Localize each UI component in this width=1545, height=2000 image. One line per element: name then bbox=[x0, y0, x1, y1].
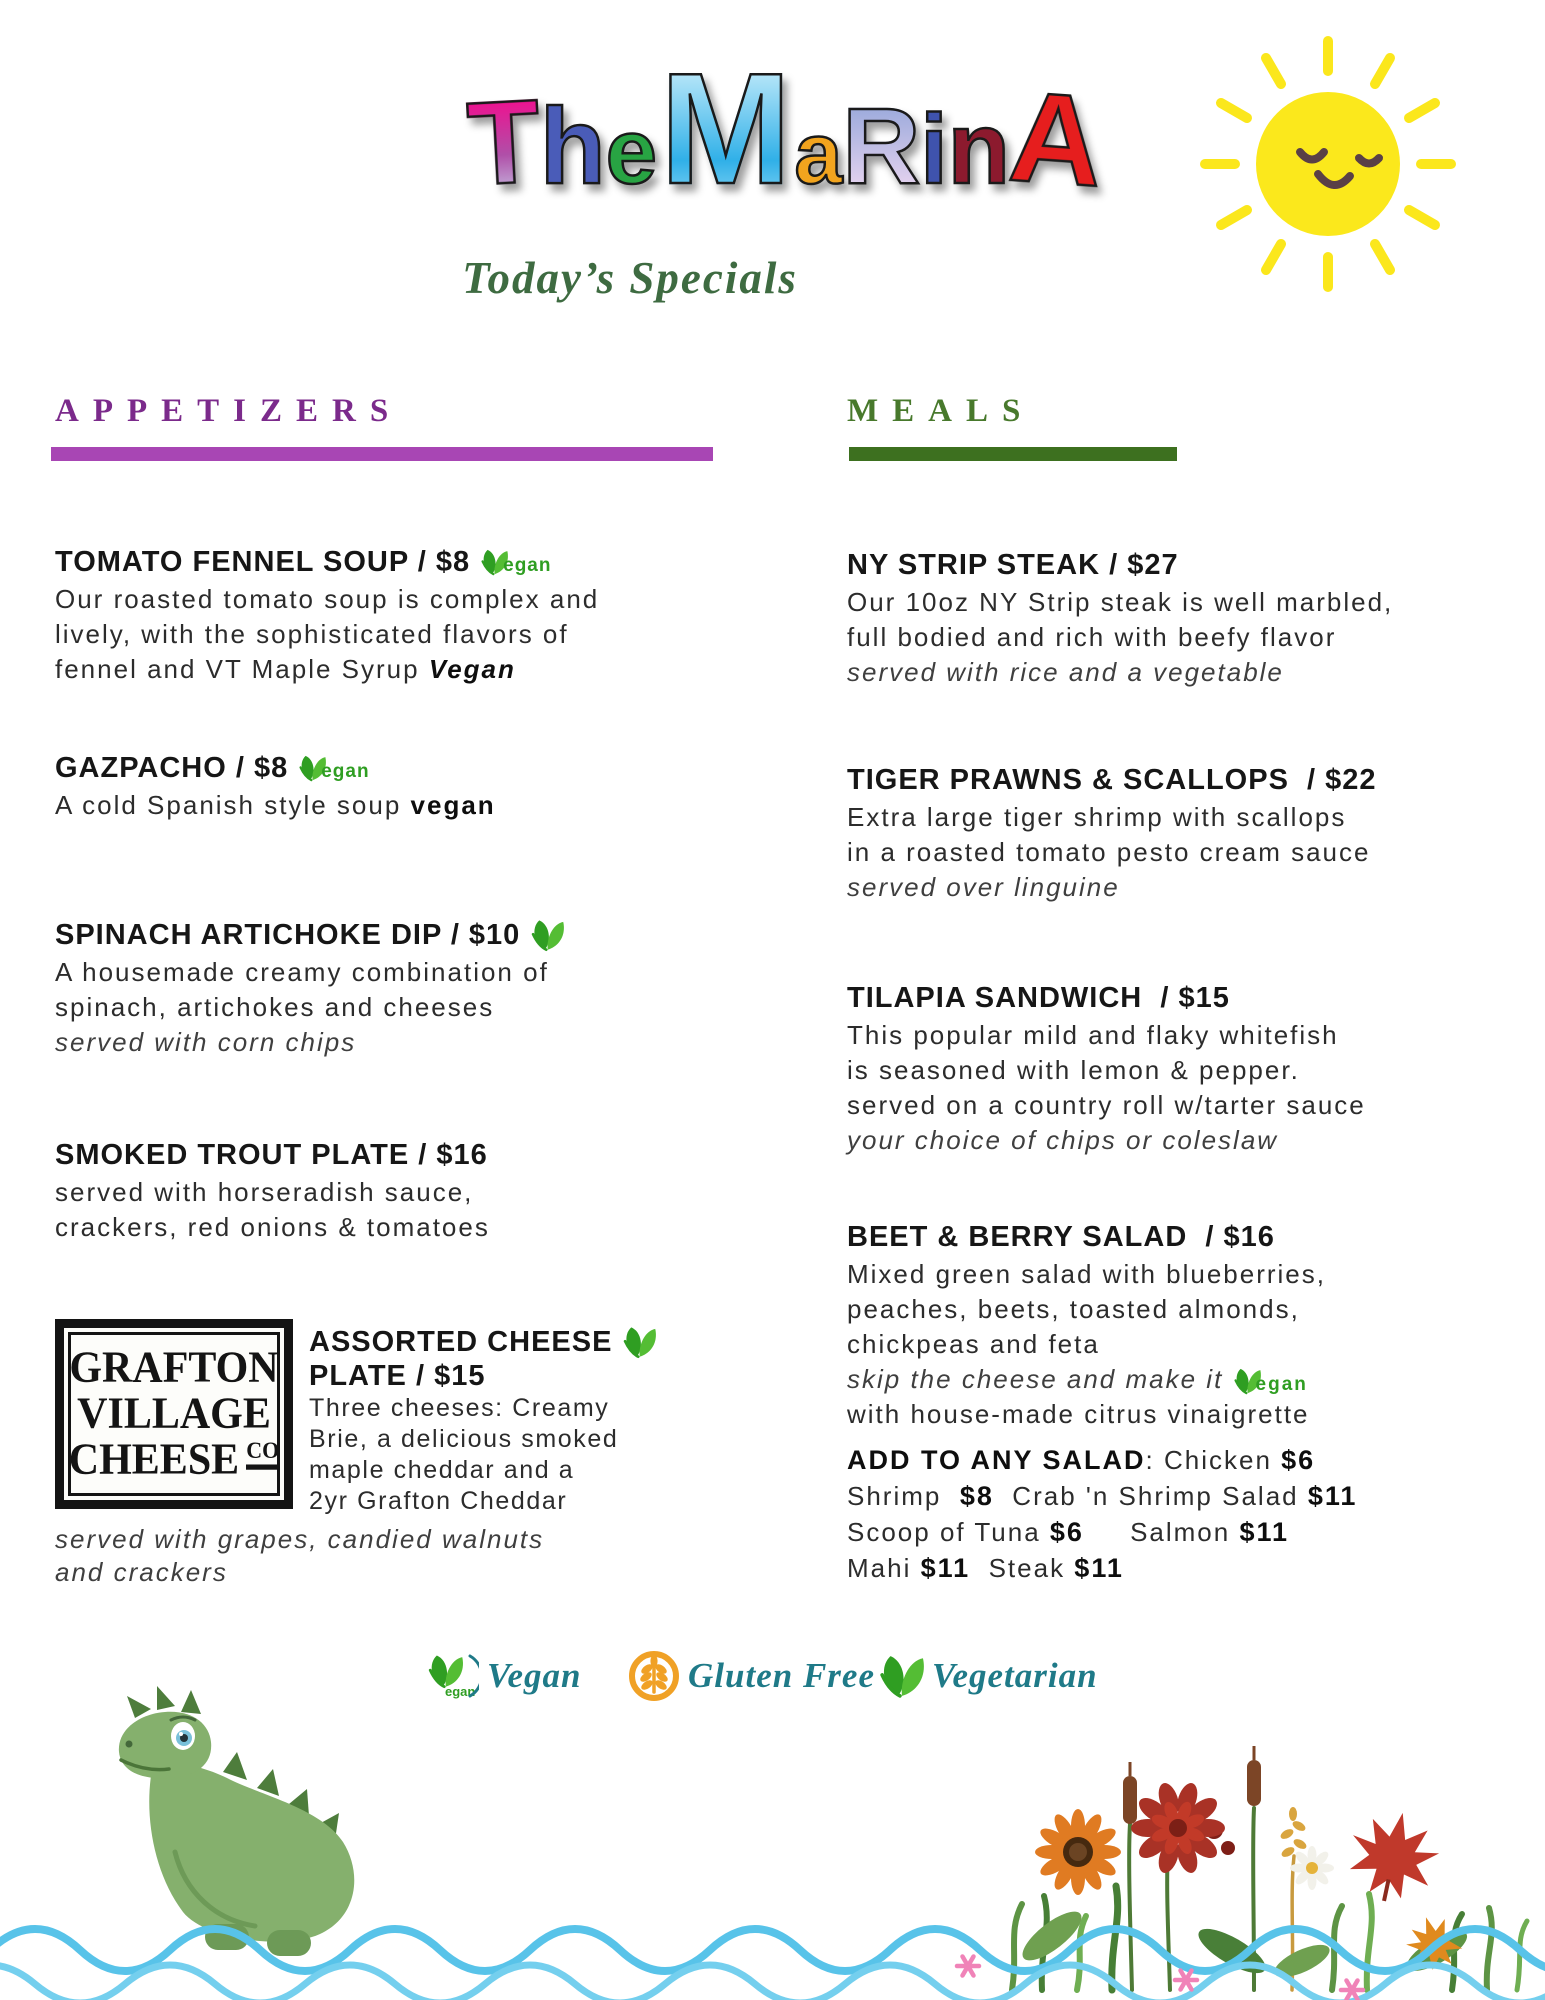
menu-item-desc-line bbox=[847, 655, 1487, 690]
text-segment: Crab 'n Shrimp Salad bbox=[993, 1481, 1308, 1511]
vegan-icon-text: egan bbox=[1255, 1374, 1308, 1396]
legend-label: Vegan bbox=[487, 1656, 582, 1695]
text-segment: $11 bbox=[920, 1553, 971, 1583]
menu-item-desc-line bbox=[847, 620, 1487, 655]
menu-item-desc-line bbox=[847, 585, 1487, 620]
legend-label: Gluten Free bbox=[688, 1656, 875, 1695]
text-segment: Salmon bbox=[1083, 1517, 1240, 1547]
menu-item-name bbox=[309, 1359, 747, 1393]
meals-items bbox=[847, 545, 1487, 1586]
text-segment: Shrimp bbox=[847, 1481, 960, 1511]
text-segment: full bodied and rich with beefy flavor bbox=[847, 622, 1337, 652]
menu-item bbox=[55, 748, 747, 823]
menu-item-desc-line bbox=[309, 1455, 747, 1486]
grafton-logo-text: VILLAGE bbox=[77, 1389, 271, 1439]
menu-item-desc-line bbox=[847, 1478, 1487, 1514]
menu-item-desc-line bbox=[55, 990, 747, 1025]
text-segment: your choice of chips or coleslaw bbox=[847, 1125, 1279, 1155]
text-segment: crackers, red onions & tomatoes bbox=[55, 1212, 490, 1242]
text-segment: served with horseradish sauce, bbox=[55, 1177, 474, 1207]
vegan-badge-icon bbox=[425, 1651, 479, 1701]
vegetarian-badge-icon bbox=[878, 1653, 924, 1699]
menu-item bbox=[847, 1442, 1487, 1586]
meals-title: MEALS bbox=[847, 393, 1035, 429]
text-segment: Scoop of Tuna bbox=[847, 1517, 1050, 1547]
menu-item-name bbox=[847, 760, 1487, 800]
text-segment: is seasoned with lemon & pepper. bbox=[847, 1055, 1300, 1085]
vegetarian-icon bbox=[530, 918, 564, 952]
text-segment: served over linguine bbox=[847, 872, 1120, 902]
text-segment: peaches, beets, toasted almonds, bbox=[847, 1294, 1300, 1324]
menu-item-desc-line bbox=[847, 1362, 1487, 1397]
text-segment: with house-made citrus vinaigrette bbox=[847, 1399, 1310, 1429]
logo-letter: n bbox=[947, 91, 1010, 205]
menu-item-desc-line bbox=[847, 1088, 1487, 1123]
menu-item-desc-line bbox=[847, 1257, 1487, 1292]
grafton-village-cheese-logo bbox=[55, 1319, 293, 1509]
text-segment: : Chicken bbox=[1145, 1445, 1282, 1475]
text-segment: ADD TO ANY SALAD bbox=[847, 1445, 1146, 1475]
maple-leaf-red bbox=[1341, 1804, 1446, 1910]
menu-item-name bbox=[847, 545, 1487, 585]
menu-item-name-text: TIGER PRAWNS & SCALLOPS / $22 bbox=[847, 764, 1377, 796]
menu-item-name-text: ASSORTED CHEESE bbox=[309, 1326, 613, 1358]
grafton-logo-text: CO bbox=[246, 1439, 279, 1469]
text-segment: vegan bbox=[410, 790, 496, 820]
gluten-free-badge-icon bbox=[628, 1650, 680, 1702]
menu-item-name bbox=[55, 1135, 747, 1175]
menu-item-desc-line bbox=[55, 652, 747, 687]
menu-item-desc-line bbox=[55, 1175, 747, 1210]
menu-item-desc-line bbox=[55, 1523, 747, 1556]
vegetarian-icon bbox=[622, 1325, 656, 1359]
text-segment: served on a country roll w/tarter sauce bbox=[847, 1090, 1366, 1120]
menu-item-desc-line bbox=[847, 1123, 1487, 1158]
menu-item-name-text: NY STRIP STEAK / $27 bbox=[847, 549, 1179, 581]
vegan-icon-text: egan bbox=[321, 761, 370, 782]
menu-item bbox=[55, 542, 747, 687]
text-segment: served with corn chips bbox=[55, 1027, 357, 1057]
menu-item-desc-line bbox=[847, 835, 1487, 870]
text-segment: chickpeas and feta bbox=[847, 1329, 1100, 1359]
text-segment: $11 bbox=[1307, 1481, 1358, 1511]
text-segment: $11 bbox=[1074, 1553, 1124, 1583]
tagline: Today’s Specials bbox=[462, 253, 798, 303]
restaurant-logo bbox=[400, 41, 1170, 217]
text-segment: 2yr Grafton Cheddar bbox=[309, 1487, 568, 1515]
vegan-icon bbox=[480, 548, 551, 576]
logo-letter: h bbox=[539, 85, 606, 206]
logo-letter: A bbox=[1005, 64, 1108, 215]
text-segment: A cold Spanish style soup bbox=[55, 790, 411, 820]
menu-item-desc-line bbox=[847, 1442, 1487, 1478]
menu-item-name-text: TILAPIA SANDWICH / $15 bbox=[847, 982, 1230, 1014]
menu-item-name bbox=[55, 748, 747, 788]
text-segment: Brie, a delicious smoked bbox=[309, 1425, 619, 1453]
sun-icon bbox=[1197, 33, 1459, 295]
menu-item-desc-line bbox=[55, 1210, 747, 1245]
text-segment: $6 bbox=[1049, 1517, 1084, 1547]
text-segment: fennel and VT Maple Syrup bbox=[55, 654, 429, 684]
menu-item-desc-line bbox=[847, 870, 1487, 905]
leaf-icon bbox=[622, 1325, 656, 1359]
menu-item-name-text: SPINACH ARTICHOKE DIP / $10 bbox=[55, 919, 521, 951]
menu-item-desc-line bbox=[55, 582, 747, 617]
text-segment: and crackers bbox=[55, 1557, 228, 1587]
appetizers-divider bbox=[51, 447, 713, 461]
menu-item-name-text: GAZPACHO / $8 bbox=[55, 752, 289, 784]
text-segment: Vegan bbox=[428, 654, 516, 684]
appetizers-items bbox=[55, 542, 747, 1589]
legend-item-gluten-free bbox=[628, 1648, 875, 1704]
text-segment: This popular mild and flaky whitefish bbox=[847, 1020, 1339, 1050]
menu-item-desc-line bbox=[309, 1393, 747, 1424]
menu-item-name bbox=[55, 915, 747, 955]
menu-item bbox=[847, 1217, 1487, 1432]
menu-item-name bbox=[847, 978, 1487, 1018]
menu-item-desc-line bbox=[847, 1514, 1487, 1550]
text-segment: Our 10oz NY Strip steak is well marbled, bbox=[847, 587, 1394, 617]
text-segment: lively, with the sophisticated flavors of bbox=[55, 619, 569, 649]
appetizers-section bbox=[55, 393, 747, 1589]
appetizers-title: APPETIZERS bbox=[55, 393, 403, 429]
menu-item-name-text: PLATE / $15 bbox=[309, 1360, 486, 1392]
text-segment: Three cheeses: Creamy bbox=[309, 1394, 610, 1422]
menu-item-desc-line bbox=[847, 1292, 1487, 1327]
logo-letter: a bbox=[794, 106, 843, 202]
leaf-icon bbox=[530, 918, 564, 952]
menu-item bbox=[847, 760, 1487, 905]
logo-letter: T bbox=[464, 75, 544, 211]
menu-item-desc-line bbox=[847, 1550, 1487, 1586]
menu-item-name bbox=[847, 1217, 1487, 1257]
text-segment: $8 bbox=[959, 1481, 994, 1511]
legend-item-vegan bbox=[425, 1648, 581, 1704]
text-segment: served with grapes, candied walnuts bbox=[55, 1524, 545, 1554]
cheese-item-footer bbox=[55, 1517, 747, 1589]
vegan-icon bbox=[1233, 1367, 1308, 1395]
text-segment: $11 bbox=[1239, 1517, 1290, 1547]
svg-text:egan: egan bbox=[445, 1684, 476, 1699]
text-segment: Steak bbox=[970, 1553, 1075, 1583]
menu-item-desc-line bbox=[55, 1025, 747, 1060]
meals-divider bbox=[849, 447, 1177, 461]
menu-item-desc-line bbox=[847, 1397, 1487, 1432]
text-segment: A housemade creamy combination of bbox=[55, 957, 549, 987]
text-segment: Mahi bbox=[847, 1553, 921, 1583]
menu-item bbox=[847, 978, 1487, 1158]
menu-item-desc-line bbox=[847, 1053, 1487, 1088]
menu-item-desc-line bbox=[55, 788, 747, 823]
menu-item bbox=[55, 1135, 747, 1245]
menu-item-name-text: SMOKED TROUT PLATE / $16 bbox=[55, 1139, 488, 1171]
waves-illustration bbox=[0, 1908, 1545, 2000]
menu-item-desc-line bbox=[847, 1327, 1487, 1362]
menu-item bbox=[55, 915, 747, 1060]
menu-item-name-text: BEET & BERRY SALAD / $16 bbox=[847, 1221, 1275, 1253]
grafton-logo-text: CHEESE bbox=[68, 1435, 240, 1485]
text-segment: skip the cheese and make it bbox=[847, 1364, 1233, 1394]
grafton-logo-text: GRAFTON bbox=[69, 1343, 279, 1393]
text-segment: Mixed green salad with blueberries, bbox=[847, 1259, 1326, 1289]
logo-letter: M bbox=[659, 41, 792, 217]
menu-item-desc-line bbox=[847, 800, 1487, 835]
text-segment: maple cheddar and a bbox=[309, 1456, 575, 1484]
menu-item-name bbox=[55, 542, 747, 582]
legend-item-vegetarian bbox=[878, 1648, 1098, 1704]
menu-item-name-text: TOMATO FENNEL SOUP / $8 bbox=[55, 546, 471, 578]
menu-item bbox=[847, 545, 1487, 690]
vegan-icon bbox=[298, 754, 369, 782]
menu-item-desc-line bbox=[55, 617, 747, 652]
text-segment: served with rice and a vegetable bbox=[847, 657, 1284, 687]
menu-item-desc-line bbox=[55, 955, 747, 990]
text-segment: in a roasted tomato pesto cream sauce bbox=[847, 837, 1371, 867]
text-segment: spinach, artichokes and cheeses bbox=[55, 992, 495, 1022]
legend-label: Vegetarian bbox=[932, 1656, 1098, 1695]
menu-item bbox=[55, 1319, 747, 1589]
menu-item-desc-line bbox=[847, 1018, 1487, 1053]
menu-item-desc-line bbox=[309, 1424, 747, 1455]
vegan-icon-text: egan bbox=[503, 555, 552, 576]
meals-section bbox=[847, 393, 1487, 1586]
text-segment: $6 bbox=[1281, 1445, 1316, 1475]
logo-letter: i bbox=[920, 94, 948, 204]
cheese-item-text bbox=[309, 1319, 747, 1517]
text-segment: Our roasted tomato soup is complex and bbox=[55, 584, 600, 614]
menu-item-desc-line bbox=[309, 1486, 747, 1517]
text-segment: Extra large tiger shrimp with scallops bbox=[847, 802, 1347, 832]
menu-item-name bbox=[309, 1325, 747, 1359]
logo-letter: e bbox=[605, 101, 657, 203]
menu-item-desc-line bbox=[55, 1556, 747, 1589]
logo-letter: R bbox=[842, 85, 921, 206]
